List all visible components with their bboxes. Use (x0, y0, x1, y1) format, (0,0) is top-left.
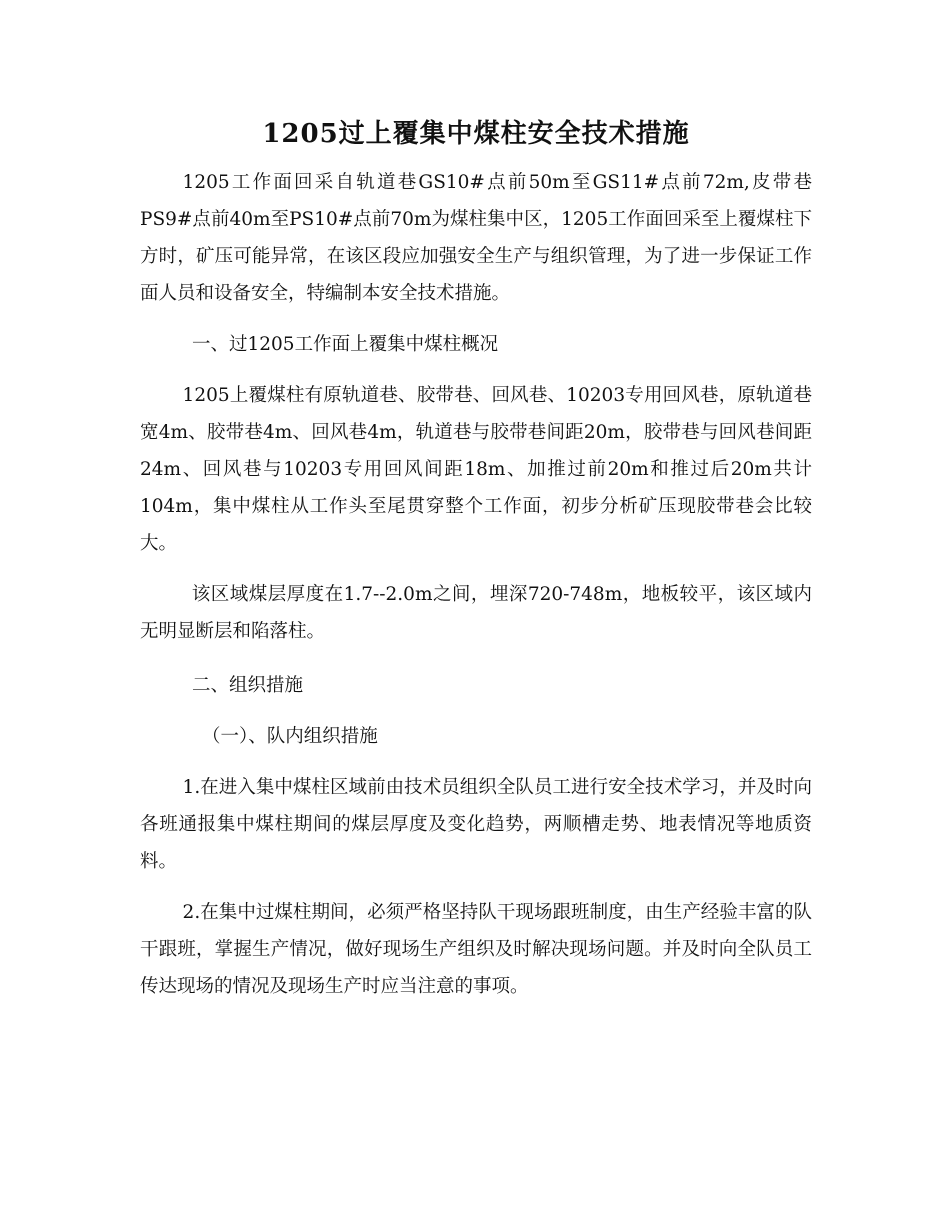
section-2-sub-heading: （一）、队内组织措施 (202, 726, 378, 747)
intro-paragraph: 1205工作面回采自轨道巷GS10#点前50m至GS11#点前72m,皮带巷PS9#点前40m至PS10#点前70m为煤柱集中区，1205工作面回采至上覆煤柱下方时，矿压可能异常，在该区段应加强安全生产与组织管理，为了进一步保证工作面人员和设备安全，特编制本安全技术措施。 (140, 172, 812, 304)
document-title: 1205过上覆集中煤柱安全技术措施 (262, 119, 690, 149)
list-item-2: 2.在集中过煤柱期间，必须严格坚持队干现场跟班制度，由生产经验丰富的队干跟班，掌握生产情况，做好现场生产组织及时解决现场问题。并及时向全队员工传达现场的情况及现场生产时应当注意的事项。 (140, 902, 812, 997)
list-item-1: 1.在进入集中煤柱区域前由技术员组织全队员工进行安全技术学习，并及时向各班通报集中煤柱期间的煤层厚度及变化趋势，两顺槽走势、地表情况等地质资料。 (140, 777, 812, 872)
section-1-paragraph-1: 1205上覆煤柱有原轨道巷、胶带巷、回风巷、10203专用回风巷，原轨道巷宽4m、胶带巷4m、回风巷4m，轨道巷与胶带巷间距20m，胶带巷与回风巷间距24m、回风巷与10203专用回风间距18m、加推过前20m和推过后20m共计104m，集中煤柱从工作头至尾贯穿整个工作面，初步分析矿压现胶带巷会比较大。 (140, 385, 812, 554)
section-1-paragraph-2: 该区域煤层厚度在1.7--2.0m之间，埋深720-748m，地板较平，该区域内无明显断层和陷落柱。 (140, 584, 812, 642)
section-2-heading: 二、组织措施 (192, 675, 304, 696)
section-1-heading: 一、过1205工作面上覆集中煤柱概况 (192, 334, 499, 355)
document-page (140, 110, 812, 1019)
